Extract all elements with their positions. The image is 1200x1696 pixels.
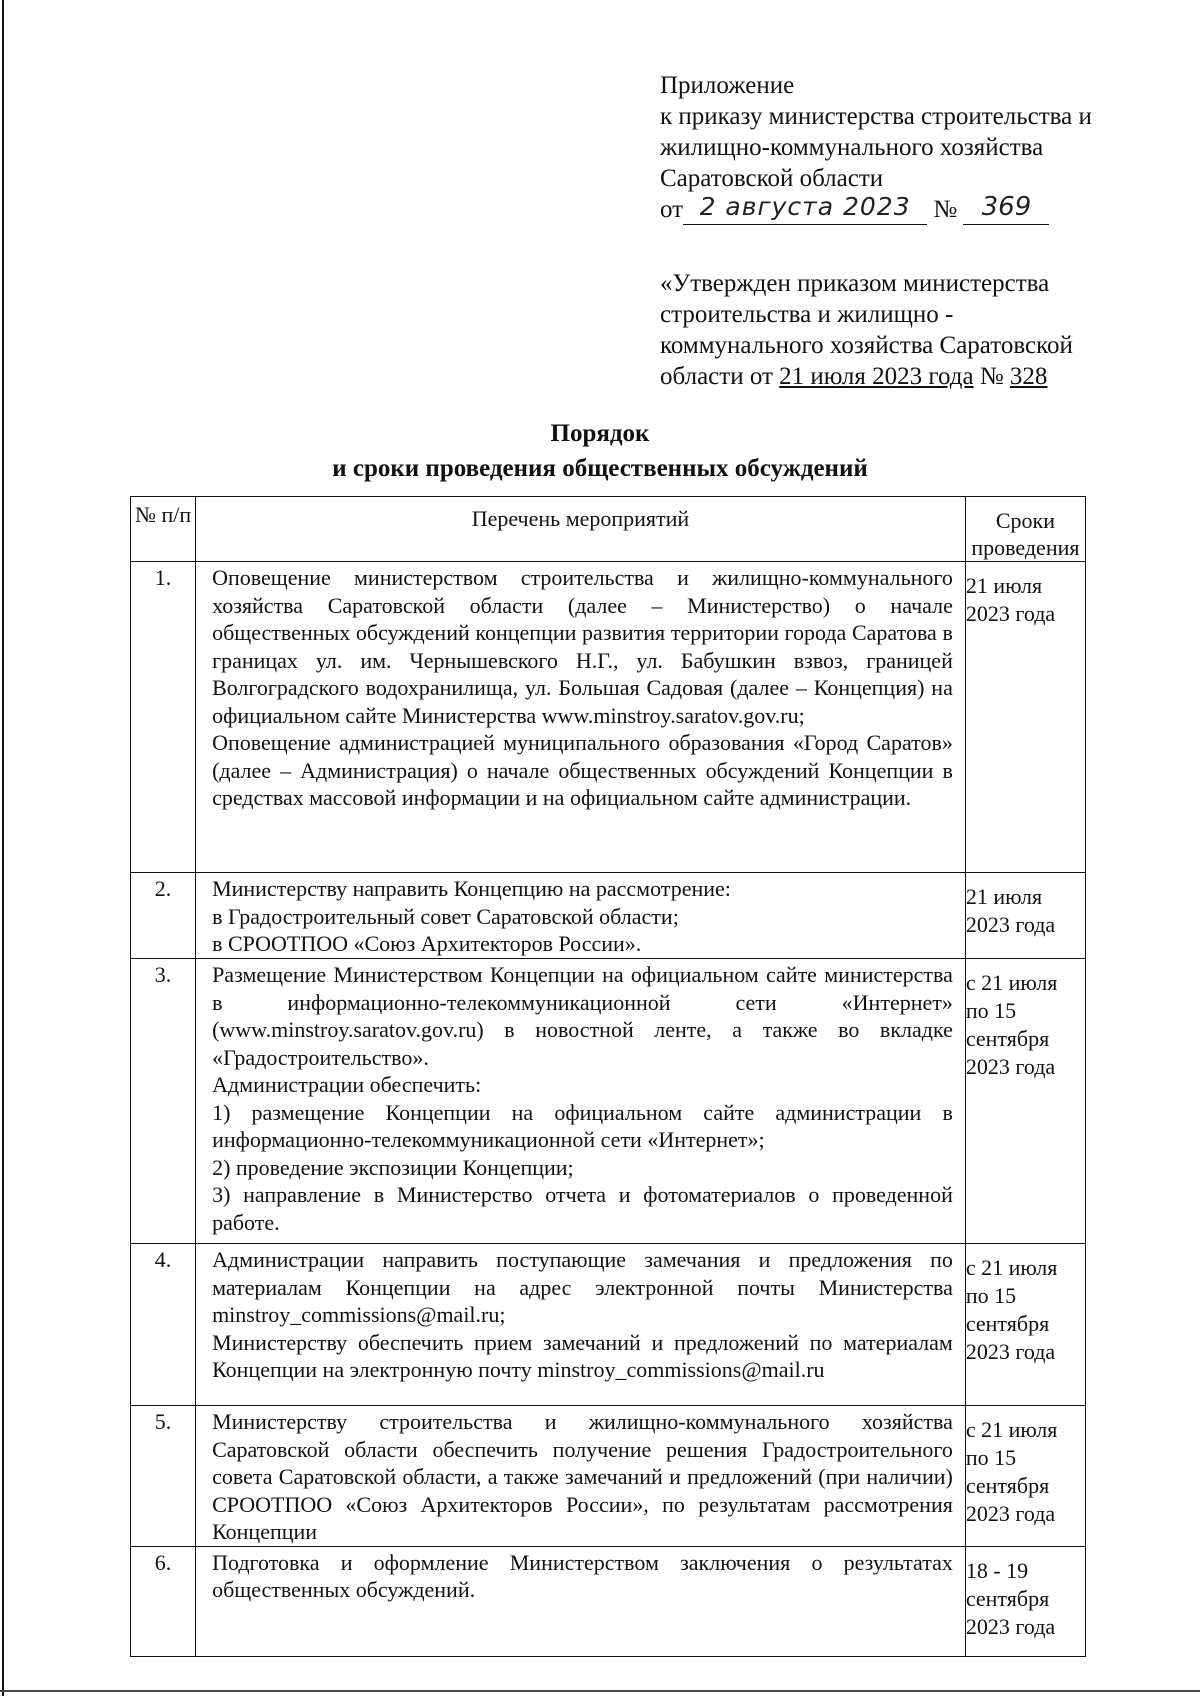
table-row bbox=[131, 1546, 1086, 1656]
approval-prefix: области от bbox=[660, 363, 780, 390]
activity-paragraph: Подготовка и оформление Министерством заключения о результатах общественных обсуждений. bbox=[212, 1549, 953, 1602]
table-row bbox=[131, 1406, 1086, 1547]
row-date: с 21 июля по 15 сентября 2023 года bbox=[965, 1244, 1085, 1406]
row-activity bbox=[196, 959, 966, 1244]
approval-date: 21 июля 2023 года bbox=[779, 363, 974, 390]
row-activity bbox=[196, 1406, 966, 1547]
activity-paragraph: Министерству строительства и жилищно-коммунального хозяйства Саратовской области обеспечить получение решения Градостроительного совета Саратовской области, а также замечаний и предложений (при наличии) СРООТПОО «Союз Архитекторов России», по результатам рассмотрения Концепции bbox=[212, 1409, 953, 1544]
header-number: № п/п bbox=[131, 497, 196, 562]
from-label: от bbox=[660, 196, 684, 223]
row-number: 5. bbox=[131, 1406, 196, 1547]
activity-paragraph: Администрации обеспечить: bbox=[212, 1072, 482, 1097]
header-activities: Перечень мероприятий bbox=[196, 497, 966, 562]
table-row bbox=[131, 959, 1086, 1244]
approval-note bbox=[660, 268, 1120, 392]
activity-paragraph: Министерству направить Концепцию на рассмотрение: bbox=[212, 876, 731, 901]
activity-paragraph: Администрации направить поступающие замечания и предложения по материалам Концепции на адрес электронной почты Министерства minstroy_commissions@mail.ru; bbox=[212, 1247, 953, 1327]
header-dates: Сроки проведения bbox=[965, 497, 1085, 562]
row-number: 4. bbox=[131, 1244, 196, 1406]
handwritten-number: 369 bbox=[963, 194, 1049, 225]
row-date: с 21 июля по 15 сентября 2023 года bbox=[965, 1406, 1085, 1547]
document-title: Порядок bbox=[550, 420, 650, 447]
row-activity bbox=[196, 1546, 966, 1656]
row-activity bbox=[196, 562, 966, 873]
appendix-header bbox=[660, 70, 1160, 228]
activity-paragraph: в Градостроительный совет Саратовской области; bbox=[212, 903, 679, 929]
schedule-table bbox=[130, 496, 1086, 1657]
appendix-line: жилищно-коммунального хозяйства bbox=[660, 134, 1044, 161]
row-number: 2. bbox=[131, 873, 196, 959]
activity-paragraph: 2) проведение экспозиции Концепции; bbox=[212, 1154, 574, 1180]
activity-paragraph: в СРООТПОО «Союз Архитекторов России». bbox=[212, 931, 642, 956]
appendix-line: Саратовской области bbox=[660, 165, 884, 192]
appendix-line: Приложение bbox=[660, 72, 795, 99]
row-activity bbox=[196, 1244, 966, 1406]
row-date: 18 - 19 сентября 2023 года bbox=[965, 1546, 1085, 1656]
handwritten-date: 2 августа 2023 bbox=[683, 194, 927, 225]
scan-edge-left bbox=[2, 0, 4, 1696]
activity-paragraph: Оповещение администрацией муниципального образования «Город Саратов» (далее – Администрация) о начале общественных обсуждений Концепции в средствах массовой информации и на официальном сайте администрации. bbox=[212, 730, 953, 810]
order-date-number-row bbox=[660, 194, 1160, 228]
approval-line: «Утвержден приказом министерства bbox=[660, 270, 1050, 297]
row-date: 21 июля 2023 года bbox=[965, 873, 1085, 959]
approval-line bbox=[660, 361, 1120, 392]
activity-paragraph: Размещение Министерством Концепции на официальном сайте министерства в информационно-телекоммуникационной сети «Интернет» (www.minstroy.saratov.gov.ru) в новостной ленте, а также во вкладке «Градостроительство». bbox=[212, 962, 953, 1070]
table-header-row bbox=[131, 497, 1086, 562]
approval-number-label: № bbox=[973, 363, 1010, 390]
scan-edge-bottom bbox=[0, 1690, 1200, 1692]
row-activity bbox=[196, 873, 966, 959]
table-row bbox=[131, 873, 1086, 959]
approval-line: коммунального хозяйства Саратовской bbox=[660, 332, 1073, 359]
activity-paragraph: Министерству обеспечить прием замечаний и предложений по материалам Концепции на электронную почту minstroy_commissions@mail.ru bbox=[212, 1329, 953, 1382]
activity-paragraph: 3) направление в Министерство отчета и фотоматериалов о проведенной работе. bbox=[212, 1182, 953, 1235]
number-label: № bbox=[933, 196, 958, 223]
approval-number: 328 bbox=[1009, 363, 1048, 390]
row-number: 1. bbox=[131, 562, 196, 873]
appendix-line: к приказу министерства строительства и bbox=[660, 103, 1092, 130]
activity-paragraph: 1) размещение Концепции на официальном сайте администрации в информационно-телекоммуникационной сети «Интернет»; bbox=[212, 1099, 953, 1152]
row-number: 3. bbox=[131, 959, 196, 1244]
activity-paragraph: Оповещение министерством строительства и жилищно-коммунального хозяйства Саратовской области (далее – Министерство) о начале общественных обсуждений концепции развития территории города Саратова в границах ул. им. Чернышевского Н.Г., ул. Бабушкин взвоз, границей Волгоградского водохранилища, ул. Большая Садовая (далее – Концепция) на официальном сайте Министерства www.minstroy.saratov.gov.ru; bbox=[212, 565, 953, 728]
table-row bbox=[131, 1244, 1086, 1406]
approval-line: строительства и жилищно - bbox=[660, 301, 954, 328]
row-date: 21 июля 2023 года bbox=[965, 562, 1085, 873]
row-number: 6. bbox=[131, 1546, 196, 1656]
document-subtitle: и сроки проведения общественных обсуждений bbox=[332, 455, 868, 482]
row-date: с 21 июля по 15 сентября 2023 года bbox=[965, 959, 1085, 1244]
table-row bbox=[131, 562, 1086, 873]
